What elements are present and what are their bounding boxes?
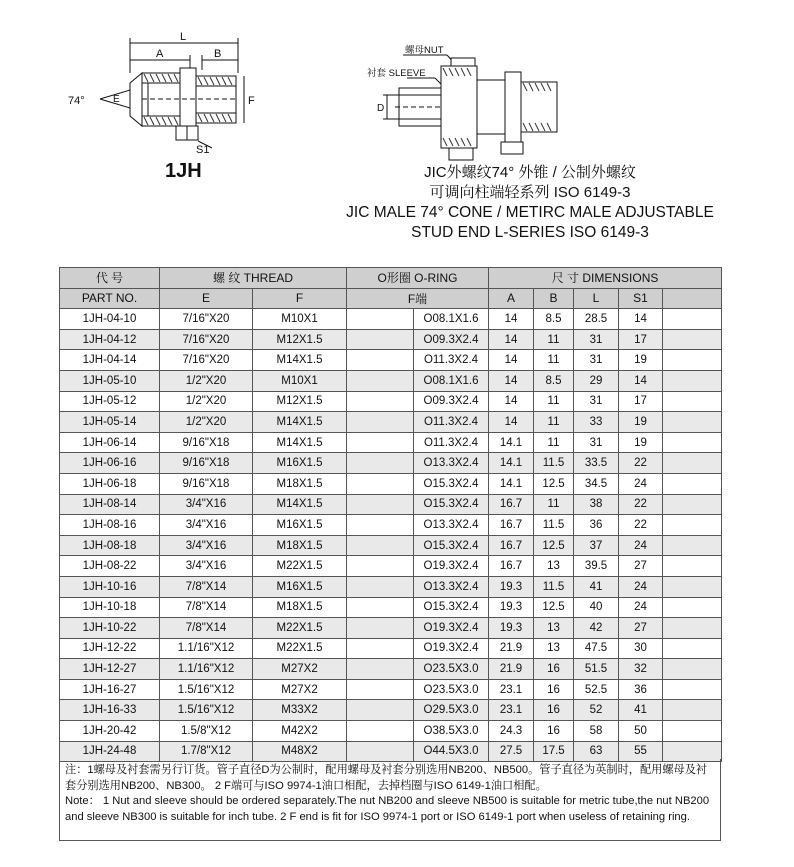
table-cell: 16.7: [489, 535, 534, 556]
label-a: A: [156, 48, 164, 60]
table-cell: M18X1.5: [253, 597, 347, 618]
table-cell: [663, 638, 722, 659]
table-cell: 7/16"X20: [160, 350, 253, 371]
table-cell: 1JH-08-16: [60, 515, 160, 536]
table-row: [60, 597, 722, 618]
table-cell: [663, 494, 722, 515]
table-cell: [347, 576, 414, 597]
table-cell: 16: [534, 700, 574, 721]
table-cell: 11: [534, 412, 574, 433]
table-cell: M27X2: [253, 679, 347, 700]
table-cell: 1/2"X20: [160, 391, 253, 412]
header-row-2: [60, 288, 722, 309]
table-cell: [663, 618, 722, 639]
table-cell: [663, 679, 722, 700]
table-cell: 21.9: [489, 659, 534, 680]
table-cell: M14X1.5: [253, 412, 347, 433]
table-cell: 33.5: [574, 453, 619, 474]
table-cell: [663, 597, 722, 618]
table-cell: 23.1: [489, 679, 534, 700]
table-row: [60, 391, 722, 412]
table-cell: 3/4"X16: [160, 494, 253, 515]
table-cell: O15.3X2.4: [414, 535, 489, 556]
header-b: B: [534, 288, 574, 309]
table-cell: 8.5: [534, 370, 574, 391]
table-cell: O11.3X2.4: [414, 412, 489, 433]
table-cell: O23.5X3.0: [414, 679, 489, 700]
table-cell: [347, 535, 414, 556]
table-cell: M27X2: [253, 659, 347, 680]
table-cell: O09.3X2.4: [414, 391, 489, 412]
table-cell: 51.5: [574, 659, 619, 680]
note-en: Note： 1 Nut and sleeve should be ordered separately.The nut NB200 and sleeve NB500 is suitable for metric tube,the nut NB200 and sleeve NB300 is suitable for inch tube. 2 F end is fit for ISO 9974-1 port or ISO 6149-1 port when useless of retaining ring.: [65, 795, 710, 823]
table-cell: 52: [574, 700, 619, 721]
table-row: [60, 576, 722, 597]
table-cell: 28.5: [574, 309, 619, 330]
table-cell: [663, 700, 722, 721]
header-blank: [663, 288, 722, 309]
table-cell: [347, 309, 414, 330]
table-cell: 14: [489, 370, 534, 391]
table-cell: 24.3: [489, 721, 534, 742]
title-cn-line2: 可调向柱端轻系列 ISO 6149-3: [429, 184, 631, 201]
table-cell: 36: [574, 515, 619, 536]
label-nut: 螺母NUT: [405, 45, 444, 56]
table-cell: 3/4"X16: [160, 556, 253, 577]
table-cell: [663, 453, 722, 474]
table-cell: 16: [534, 659, 574, 680]
table-row: [60, 350, 722, 371]
spec-table: [59, 267, 722, 762]
table-cell: 34.5: [574, 473, 619, 494]
table-row: [60, 700, 722, 721]
table-cell: 1JH-16-27: [60, 679, 160, 700]
table-cell: O19.3X2.4: [414, 556, 489, 577]
table-cell: 1/2"X20: [160, 412, 253, 433]
table-cell: 9/16"X18: [160, 432, 253, 453]
table-cell: 12.5: [534, 597, 574, 618]
table-cell: 1JH-12-22: [60, 638, 160, 659]
table-cell: 21.9: [489, 638, 534, 659]
label-angle: 74°: [68, 95, 85, 107]
table-cell: 1.1/16"X12: [160, 638, 253, 659]
label-e: E: [113, 94, 120, 105]
table-cell: 11: [534, 432, 574, 453]
table-cell: [347, 721, 414, 742]
table-cell: [663, 721, 722, 742]
table-cell: 1.5/8"X12: [160, 721, 253, 742]
table-cell: 19: [619, 432, 663, 453]
table-cell: 39.5: [574, 556, 619, 577]
header-a: A: [489, 288, 534, 309]
table-cell: O13.3X2.4: [414, 453, 489, 474]
table-cell: M22X1.5: [253, 638, 347, 659]
title-en-line2: STUD END L-SERIES ISO 6149-3: [411, 224, 649, 241]
table-cell: 36: [619, 679, 663, 700]
table-cell: O19.3X2.4: [414, 638, 489, 659]
table-cell: 11.5: [534, 576, 574, 597]
table-cell: 14: [489, 391, 534, 412]
table-cell: O44.5X3.0: [414, 741, 489, 762]
table-cell: [663, 350, 722, 371]
table-cell: 3/4"X16: [160, 535, 253, 556]
table-cell: 24: [619, 576, 663, 597]
table-cell: 11.5: [534, 453, 574, 474]
table-cell: 50: [619, 721, 663, 742]
table-cell: 31: [574, 329, 619, 350]
table-cell: M22X1.5: [253, 618, 347, 639]
table-cell: [347, 659, 414, 680]
table-row: [60, 535, 722, 556]
label-sleeve: 衬套 SLEEVE: [367, 68, 426, 79]
table-cell: 11: [534, 350, 574, 371]
table-cell: 17: [619, 329, 663, 350]
note-cn: 注：1螺母及衬套需另行订货。管子直径D为公制时，配用螺母及衬套分别选用NB200、NB500。管子直径为英制时，配用螺母及衬套分别选用NB200、NB300。 2 F端可与ISO 9974-1油口相配，去掉档圈与ISO 6149-1油口相配。: [65, 764, 708, 792]
table-row: [60, 721, 722, 742]
table-cell: [347, 432, 414, 453]
table-cell: O23.5X3.0: [414, 659, 489, 680]
title-cn-line1: JIC外螺纹74° 外锥 / 公制外螺纹: [424, 164, 636, 181]
label-s1: S1: [196, 144, 210, 156]
table-cell: 24: [619, 597, 663, 618]
table-cell: [663, 309, 722, 330]
table-cell: [663, 515, 722, 536]
header-f-end: F端: [347, 288, 489, 309]
table-cell: O15.3X2.4: [414, 597, 489, 618]
table-cell: M42X2: [253, 721, 347, 742]
table-cell: 9/16"X18: [160, 453, 253, 474]
table-cell: M12X1.5: [253, 329, 347, 350]
table-row: [60, 453, 722, 474]
table-cell: 14: [489, 309, 534, 330]
table-cell: 16.7: [489, 494, 534, 515]
table-cell: 1JH-05-10: [60, 370, 160, 391]
table-cell: O15.3X2.4: [414, 494, 489, 515]
table-cell: 1JH-08-18: [60, 535, 160, 556]
table-cell: 12.5: [534, 473, 574, 494]
table-cell: 52.5: [574, 679, 619, 700]
table-cell: 7/8"X14: [160, 618, 253, 639]
table-cell: 14: [489, 412, 534, 433]
table-cell: 19.3: [489, 597, 534, 618]
table-cell: 22: [619, 515, 663, 536]
assembly-diagram: [355, 40, 575, 165]
table-cell: 63: [574, 741, 619, 762]
table-cell: O19.3X2.4: [414, 618, 489, 639]
table-cell: 1JH-24-48: [60, 741, 160, 762]
table-cell: 7/16"X20: [160, 329, 253, 350]
table-row: [60, 556, 722, 577]
table-cell: 14.1: [489, 453, 534, 474]
table-cell: 1/2"X20: [160, 370, 253, 391]
table-row: [60, 515, 722, 536]
table-cell: [347, 618, 414, 639]
table-cell: M12X1.5: [253, 391, 347, 412]
table-cell: 1JH-10-18: [60, 597, 160, 618]
table-cell: [663, 576, 722, 597]
table-cell: 24: [619, 473, 663, 494]
table-cell: 3/4"X16: [160, 515, 253, 536]
product-titles: [320, 163, 740, 243]
table-row: [60, 432, 722, 453]
header-thread: 螺 纹 THREAD: [160, 268, 347, 289]
table-cell: O09.3X2.4: [414, 329, 489, 350]
table-cell: 14.1: [489, 473, 534, 494]
table-cell: 40: [574, 597, 619, 618]
table-cell: [347, 638, 414, 659]
table-cell: 1JH-16-33: [60, 700, 160, 721]
table-cell: 1JH-04-10: [60, 309, 160, 330]
table-cell: M10X1: [253, 370, 347, 391]
table-cell: 19: [619, 350, 663, 371]
header-f: F: [253, 288, 347, 309]
table-cell: 14: [489, 329, 534, 350]
table-cell: 8.5: [534, 309, 574, 330]
table-row: [60, 473, 722, 494]
table-cell: 27: [619, 618, 663, 639]
table-cell: 27: [619, 556, 663, 577]
header-row-1: [60, 268, 722, 289]
header-l: L: [574, 288, 619, 309]
table-cell: 47.5: [574, 638, 619, 659]
table-cell: [347, 556, 414, 577]
label-l: L: [180, 31, 187, 43]
table-cell: 9/16"X18: [160, 473, 253, 494]
table-cell: 13: [534, 638, 574, 659]
table-cell: [663, 329, 722, 350]
table-cell: O13.3X2.4: [414, 576, 489, 597]
table-cell: 1JH-10-22: [60, 618, 160, 639]
table-cell: 41: [619, 700, 663, 721]
table-cell: 1.5/16"X12: [160, 679, 253, 700]
table-cell: 14.1: [489, 432, 534, 453]
table-cell: [663, 432, 722, 453]
table-cell: 1JH-08-14: [60, 494, 160, 515]
table-cell: [347, 700, 414, 721]
table-row: [60, 329, 722, 350]
table-cell: [347, 597, 414, 618]
model-number: 1JH: [165, 160, 202, 182]
fitting-dimension-diagram: [60, 28, 280, 163]
table-cell: [347, 494, 414, 515]
table-cell: [663, 659, 722, 680]
table-cell: M22X1.5: [253, 556, 347, 577]
table-cell: 1.7/8"X12: [160, 741, 253, 762]
table-row: [60, 618, 722, 639]
table-cell: 16: [534, 679, 574, 700]
table-row: [60, 679, 722, 700]
table-cell: 31: [574, 350, 619, 371]
table-cell: 1.5/16"X12: [160, 700, 253, 721]
table-cell: 7/16"X20: [160, 309, 253, 330]
table-cell: 58: [574, 721, 619, 742]
table-cell: 32: [619, 659, 663, 680]
table-cell: 41: [574, 576, 619, 597]
table-cell: 31: [574, 391, 619, 412]
table-cell: 23.1: [489, 700, 534, 721]
header-oring: O形圈 O-RING: [347, 268, 489, 289]
table-cell: 19.3: [489, 618, 534, 639]
table-cell: 7/8"X14: [160, 597, 253, 618]
table-cell: 22: [619, 453, 663, 474]
table-cell: [663, 370, 722, 391]
table-cell: 14: [619, 309, 663, 330]
table-cell: 19: [619, 412, 663, 433]
table-cell: 17.5: [534, 741, 574, 762]
table-row: [60, 412, 722, 433]
table-row: [60, 370, 722, 391]
table-cell: [663, 473, 722, 494]
table-cell: [663, 391, 722, 412]
table-cell: O29.5X3.0: [414, 700, 489, 721]
table-cell: 14: [619, 370, 663, 391]
table-cell: 1JH-10-16: [60, 576, 160, 597]
label-d: D: [377, 103, 385, 114]
label-f: F: [248, 95, 255, 107]
table-cell: [347, 412, 414, 433]
table-cell: 11.5: [534, 515, 574, 536]
table-cell: 31: [574, 432, 619, 453]
table-cell: 38: [574, 494, 619, 515]
header-s1: S1: [619, 288, 663, 309]
table-cell: 1JH-20-42: [60, 721, 160, 742]
table-cell: [347, 453, 414, 474]
table-cell: O13.3X2.4: [414, 515, 489, 536]
table-cell: M18X1.5: [253, 473, 347, 494]
table-cell: 11: [534, 391, 574, 412]
table-cell: 27.5: [489, 741, 534, 762]
table-cell: [663, 412, 722, 433]
table-cell: 42: [574, 618, 619, 639]
header-part-no: PART NO.: [60, 288, 160, 309]
table-cell: [347, 679, 414, 700]
title-en-line1: JIC MALE 74° CONE / METIRC MALE ADJUSTABLE: [346, 204, 714, 221]
table-cell: 19.3: [489, 576, 534, 597]
table-cell: M33X2: [253, 700, 347, 721]
table-cell: 14: [489, 350, 534, 371]
table-cell: [347, 515, 414, 536]
table-cell: [663, 556, 722, 577]
table-cell: 11: [534, 494, 574, 515]
table-cell: 1JH-12-27: [60, 659, 160, 680]
table-cell: M14X1.5: [253, 432, 347, 453]
table-cell: 16.7: [489, 556, 534, 577]
table-cell: [347, 391, 414, 412]
table-cell: M10X1: [253, 309, 347, 330]
header-dimensions: 尺 寸 DIMENSIONS: [489, 268, 722, 289]
table-cell: O38.5X3.0: [414, 721, 489, 742]
table-cell: 1JH-04-14: [60, 350, 160, 371]
table-cell: [663, 535, 722, 556]
table-cell: [347, 473, 414, 494]
table-cell: [347, 350, 414, 371]
table-cell: 13: [534, 618, 574, 639]
table-cell: O08.1X1.6: [414, 309, 489, 330]
table-row: [60, 659, 722, 680]
table-cell: [347, 329, 414, 350]
table-cell: [347, 370, 414, 391]
table-cell: 37: [574, 535, 619, 556]
table-cell: M48X2: [253, 741, 347, 762]
table-row: [60, 494, 722, 515]
table-cell: 22: [619, 494, 663, 515]
table-cell: 33: [574, 412, 619, 433]
table-cell: M16X1.5: [253, 453, 347, 474]
table-cell: M16X1.5: [253, 515, 347, 536]
table-cell: 13: [534, 556, 574, 577]
notes: [59, 759, 721, 841]
table-cell: 1.1/16"X12: [160, 659, 253, 680]
table-cell: 17: [619, 391, 663, 412]
table-cell: O08.1X1.6: [414, 370, 489, 391]
table-cell: O15.3X2.4: [414, 473, 489, 494]
table-cell: 1JH-06-18: [60, 473, 160, 494]
table-cell: 30: [619, 638, 663, 659]
table-cell: O11.3X2.4: [414, 350, 489, 371]
table-cell: 12.5: [534, 535, 574, 556]
table-cell: 55: [619, 741, 663, 762]
table-cell: 24: [619, 535, 663, 556]
table-cell: M14X1.5: [253, 350, 347, 371]
table-cell: 7/8"X14: [160, 576, 253, 597]
table-cell: 1JH-05-14: [60, 412, 160, 433]
table-cell: 1JH-08-22: [60, 556, 160, 577]
table-cell: 1JH-06-16: [60, 453, 160, 474]
table-cell: O11.3X2.4: [414, 432, 489, 453]
table-row: [60, 309, 722, 330]
table-cell: M16X1.5: [253, 576, 347, 597]
table-cell: 16: [534, 721, 574, 742]
table-row: [60, 638, 722, 659]
table-cell: 29: [574, 370, 619, 391]
header-code: 代 号: [60, 268, 160, 289]
table-cell: M18X1.5: [253, 535, 347, 556]
header-e: E: [160, 288, 253, 309]
table-cell: 11: [534, 329, 574, 350]
label-b: B: [214, 48, 222, 60]
table-cell: 16.7: [489, 515, 534, 536]
table-cell: M14X1.5: [253, 494, 347, 515]
table-cell: 1JH-06-14: [60, 432, 160, 453]
table-cell: 1JH-04-12: [60, 329, 160, 350]
table-cell: 1JH-05-12: [60, 391, 160, 412]
